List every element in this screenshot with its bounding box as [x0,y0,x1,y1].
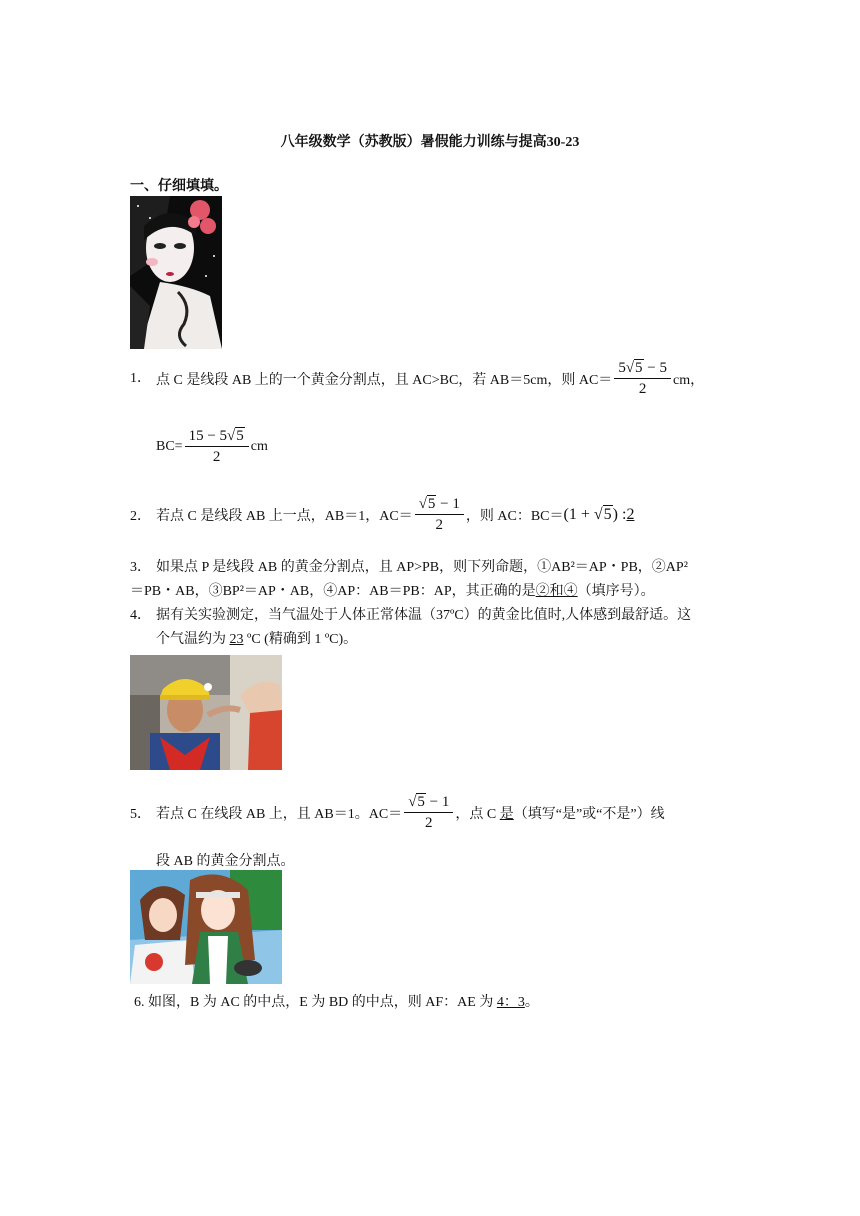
page-title: 八年级数学（苏教版）暑假能力训练与提高30-23 [280,135,580,150]
question-6-text: 6. 如图，B 为 AC 的中点，E 为 BD 的中点，则 AF：AE 为 [134,995,497,1010]
q2-answer-part-a: (1 + [563,506,594,523]
question-2-number: 2． [130,509,151,524]
question-6-end: 。 [524,995,539,1010]
question-5 [130,794,665,832]
sqrt-symbol: √5 [227,428,244,444]
photo-boy-image [130,655,282,770]
question-5-text: 若点 C 在线段 AB 上，且 AB＝1。AC＝ [156,807,403,822]
question-4-line-2-end: ºC (精确到 1 ºC)。 [243,632,358,647]
question-4 [130,604,691,624]
q2-answer-part-c: 2 [626,506,635,523]
question-5-number: 5． [130,807,151,822]
ac-numerator-rest: − 5 [643,360,668,376]
q2-fraction [415,496,464,534]
ac-numerator-coefficient: 5 [618,360,626,376]
question-3-line-2 [130,580,655,600]
q2-denominator: 2 [435,517,444,533]
question-6-answer: 4：3 [496,995,525,1010]
illustration-image-1 [130,196,222,349]
q2-numerator-rest: − 1 [436,496,460,512]
question-4-number: 4． [130,608,151,623]
question-2-text-2: ，则 AC：BC＝ [465,509,564,524]
bc-numerator-coefficient: 15 − 5 [188,428,228,444]
question-2 [130,496,634,534]
question-3-answer: ②和④ [535,584,578,599]
q2-answer-part-b: ) : [612,506,627,523]
question-2-text: 若点 C 是线段 AB 上一点，AB＝1，AC＝ [156,509,413,524]
bc-label: BC= [156,439,183,454]
question-5-answer: 是 [499,807,514,822]
question-4-line-1: 据有关实验测定，当气温处于人体正常体温（37ºC）的黄金比值时,人体感到最舒适。这 [156,608,692,623]
sqrt-symbol: √5 [418,496,436,512]
question-1 [130,360,704,420]
q5-denominator: 2 [425,815,433,831]
question-1-text: 点 C 是线段 AB 上的一个黄金分割点，且 AC>BC，若 AB＝5cm，则 AC＝ [156,373,613,388]
q5-fraction [404,794,453,832]
section-heading: 一、仔细填填。 [130,179,228,194]
q2-radicand: 5 [427,496,436,512]
ac-unit: cm， [673,373,705,388]
question-2-answer [564,506,635,523]
ac-denominator: 2 [638,381,647,397]
question-5-line-2: 段 AB 的黄金分割点。 [156,854,295,869]
bc-numerator-radicand: 5 [236,428,244,444]
bc-fraction [185,428,249,466]
question-3-number: 3． [130,560,151,575]
anime-illustration-image [130,870,282,984]
bc-unit: cm [250,439,268,454]
question-6 [134,991,539,1011]
ac-numerator-radicand: 5 [635,360,643,376]
question-3-line-2-text: ＝PB・AB，③BP²＝AP・AB，④AP：AB＝PB：AP，其正确的是 [130,584,536,599]
question-4-answer: 23 [229,632,244,647]
q5-numerator-rest: − 1 [425,794,450,810]
question-5-text-2: ，点 C [455,807,500,822]
sqrt-symbol: √5 [408,794,425,810]
question-1-bc [156,428,268,466]
question-4-line-2-text: 个气温约为 [156,632,230,647]
sqrt-symbol: √5 [625,360,643,376]
sqrt-symbol: √5 [593,506,612,523]
question-4-line-2 [156,628,357,648]
question-3-line-1: 如果点 P 是线段 AB 的黄金分割点，且 AP>PB，则下列命题，①AB²＝AP・PB，②AP² [156,560,688,575]
question-1-number: 1． [130,371,151,387]
question-3 [130,556,688,576]
question-3-line-2-end: （填序号）。 [577,584,655,599]
question-5-text-3: （填写“是”或“不是”）线 [513,807,665,822]
bc-denominator: 2 [212,449,221,465]
q5-radicand: 5 [417,794,425,810]
q2-answer-radicand: 5 [603,506,612,523]
ac-fraction [614,360,671,398]
